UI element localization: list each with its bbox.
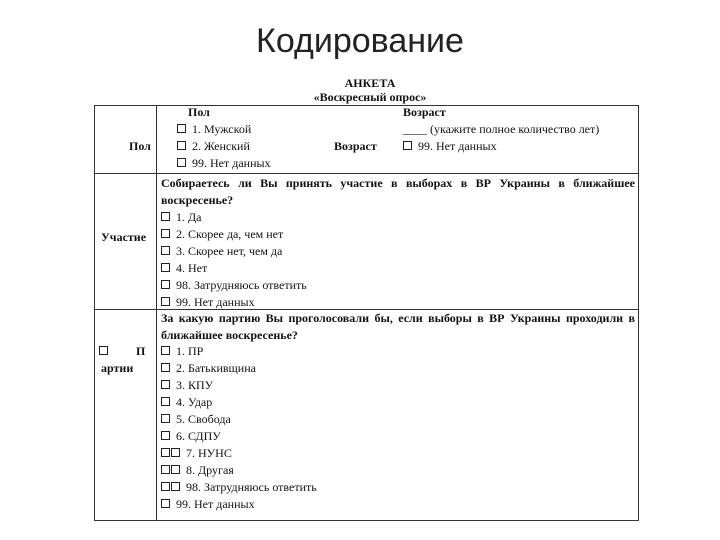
form-subtitle: «Воскресный опрос» — [313, 90, 427, 104]
checkbox[interactable] — [161, 346, 170, 355]
gender-option[interactable]: 1. Мужской — [177, 121, 251, 138]
age-input-hint[interactable]: ____ (укажите полное количество лет) — [403, 122, 600, 136]
checkbox[interactable] — [161, 482, 170, 491]
party-option[interactable]: 2. Батькивщина — [161, 360, 256, 377]
checkbox[interactable] — [161, 263, 170, 272]
code-column-divider — [156, 105, 157, 521]
checkbox[interactable] — [161, 297, 170, 306]
checkbox[interactable] — [161, 212, 170, 221]
checkbox[interactable] — [161, 363, 170, 372]
participation-option[interactable]: 4. Нет — [161, 260, 207, 277]
participation-option[interactable]: 98. Затрудняюсь ответить — [161, 277, 307, 294]
code-checkbox-party[interactable] — [99, 343, 114, 360]
code-label-age: Возраст — [334, 139, 377, 153]
gender-option[interactable]: 99. Нет данных — [177, 155, 271, 172]
party-option[interactable]: 98. Затрудняюсь ответить — [161, 479, 317, 496]
participation-option[interactable]: 3. Скорее нет, чем да — [161, 243, 282, 260]
code-label-party-line1: П — [136, 344, 146, 358]
checkbox[interactable] — [171, 482, 180, 491]
page-title: Кодирование — [256, 22, 464, 60]
checkbox[interactable] — [161, 397, 170, 406]
party-option[interactable]: 6. СДПУ — [161, 428, 221, 445]
participation-option[interactable]: 2. Скорее да, чем нет — [161, 226, 283, 243]
checkbox[interactable] — [161, 499, 170, 508]
code-label-party-line2: артии — [101, 361, 134, 375]
checkbox[interactable] — [161, 246, 170, 255]
code-label-participation: Участие — [101, 230, 147, 244]
party-option[interactable]: 4. Удар — [161, 394, 212, 411]
checkbox[interactable] — [171, 448, 180, 457]
checkbox[interactable] — [161, 280, 170, 289]
row-divider — [94, 173, 639, 174]
checkbox[interactable] — [403, 141, 412, 150]
checkbox[interactable] — [177, 141, 186, 150]
party-question: За какую партию Вы проголосовали бы, если выборы в ВР Украины проходили в ближайшее воскресенье? — [161, 311, 635, 342]
party-option[interactable]: 1. ПР — [161, 343, 203, 360]
party-option[interactable]: 99. Нет данных — [161, 496, 255, 513]
gender-question: Пол — [188, 105, 210, 119]
checkbox[interactable] — [177, 158, 186, 167]
checkbox[interactable] — [161, 229, 170, 238]
code-label-gender: Пол — [129, 139, 151, 153]
age-question: Возраст — [403, 105, 446, 119]
age-option[interactable]: 99. Нет данных — [403, 138, 497, 155]
checkbox[interactable] — [161, 448, 170, 457]
participation-option[interactable]: 99. Нет данных — [161, 294, 255, 311]
party-option[interactable]: 3. КПУ — [161, 377, 213, 394]
party-option[interactable]: 8. Другая — [161, 462, 234, 479]
checkbox[interactable] — [177, 124, 186, 133]
form-title: АНКЕТА — [344, 76, 396, 90]
participation-option[interactable]: 1. Да — [161, 209, 202, 226]
participation-question: Собираетесь ли Вы принять участие в выборах в ВР Украины в ближайшее воскресенье? — [161, 176, 635, 207]
checkbox[interactable] — [161, 380, 170, 389]
checkbox[interactable] — [171, 465, 180, 474]
party-option[interactable]: 7. НУНС — [161, 445, 232, 462]
checkbox[interactable] — [99, 346, 108, 355]
checkbox[interactable] — [161, 465, 170, 474]
party-option[interactable]: 5. Свобода — [161, 411, 231, 428]
gender-option[interactable]: 2. Женский — [177, 138, 250, 155]
checkbox[interactable] — [161, 414, 170, 423]
checkbox[interactable] — [161, 431, 170, 440]
